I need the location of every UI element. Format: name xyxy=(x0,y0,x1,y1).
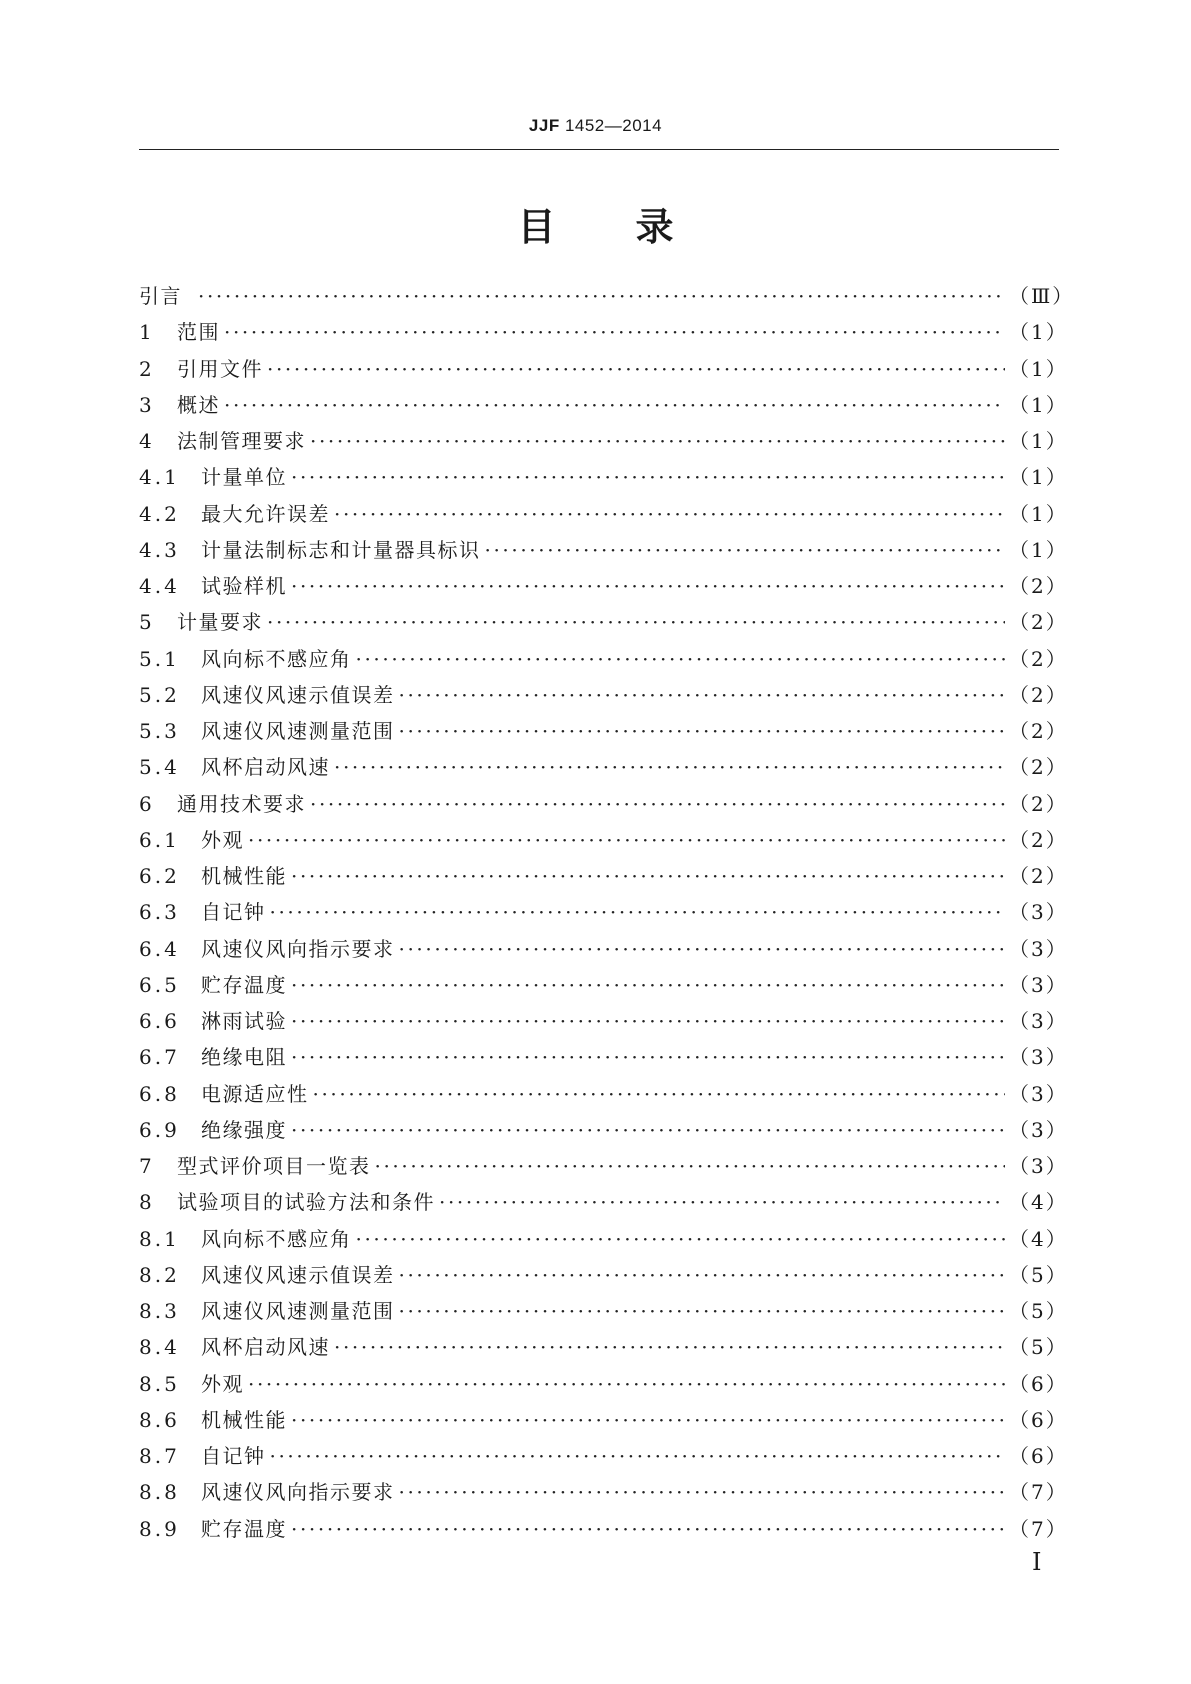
toc-entry-label: 计量单位 xyxy=(201,465,287,490)
toc-entry-label: 贮存温度 xyxy=(201,1516,287,1541)
toc-entry[interactable] xyxy=(139,1293,1068,1329)
toc-leader-dots xyxy=(291,1511,1005,1547)
toc-entry-page: （4） xyxy=(1009,1226,1068,1251)
toc-entry[interactable] xyxy=(139,1003,1068,1039)
toc-entry[interactable] xyxy=(139,749,1068,785)
toc-entry-number: 5.2 xyxy=(139,682,180,707)
toc-entry-number: 8.8 xyxy=(139,1480,180,1505)
toc-entry[interactable] xyxy=(139,1402,1068,1438)
toc-entry-label: 绝缘电阻 xyxy=(201,1045,287,1070)
toc-entry-label: 风速仪风速示值误差 xyxy=(201,1262,395,1287)
standard-code: JJF xyxy=(528,116,560,135)
toc-entry-page: （7） xyxy=(1009,1516,1068,1541)
toc-leader-dots xyxy=(267,351,1005,387)
toc-entry-page: （5） xyxy=(1009,1262,1068,1287)
toc-entry-page: （1） xyxy=(1009,429,1068,454)
toc-entry-page: （5） xyxy=(1009,1299,1068,1324)
table-of-contents xyxy=(139,278,1075,1547)
toc-entry-number: 6.4 xyxy=(139,936,180,961)
toc-entry[interactable] xyxy=(139,931,1068,967)
toc-entry-label: 引言 xyxy=(139,284,182,309)
toc-entry-label: 淋雨试验 xyxy=(201,1009,287,1034)
toc-leader-dots xyxy=(291,568,1005,604)
toc-entry-label: 风杯启动风速 xyxy=(201,755,330,780)
toc-entry-page: （1） xyxy=(1009,320,1068,345)
toc-entry-label: 绝缘强度 xyxy=(201,1117,287,1142)
toc-entry-number: 8.3 xyxy=(139,1299,180,1324)
toc-entry-page: （1） xyxy=(1009,537,1068,562)
toc-entry-label: 风向标不感应角 xyxy=(201,1226,352,1251)
toc-entry-number: 6.6 xyxy=(139,1009,180,1034)
toc-entry-label: 型式评价项目一览表 xyxy=(177,1154,371,1179)
toc-entry-label: 风速仪风速示值误差 xyxy=(201,682,395,707)
toc-entry-page: （2） xyxy=(1009,682,1068,707)
toc-entry-label: 概述 xyxy=(177,392,220,417)
toc-entry-page: （2） xyxy=(1009,755,1068,780)
toc-entry-page: （6） xyxy=(1009,1371,1068,1396)
toc-leader-dots xyxy=(267,604,1005,640)
toc-entry-page: （3） xyxy=(1009,972,1068,997)
toc-leader-dots xyxy=(399,1257,1006,1293)
toc-entry-number: 6.3 xyxy=(139,900,180,925)
toc-entry-number: 8.2 xyxy=(139,1262,180,1287)
toc-entry-label: 风速仪风向指示要求 xyxy=(201,1480,395,1505)
toc-entry-page: （2） xyxy=(1009,574,1068,599)
toc-entry[interactable] xyxy=(139,568,1068,604)
toc-entry-page: （6） xyxy=(1009,1444,1068,1469)
toc-entry[interactable] xyxy=(139,677,1068,713)
toc-entry-number: 1 xyxy=(139,320,155,345)
toc-entry[interactable] xyxy=(139,822,1068,858)
toc-entry-label: 电源适应性 xyxy=(201,1081,309,1106)
toc-leader-dots xyxy=(310,423,1005,459)
toc-entry-number: 6.5 xyxy=(139,972,180,997)
toc-entry-label: 风杯启动风速 xyxy=(201,1335,330,1360)
toc-entry-page: （7） xyxy=(1009,1480,1068,1505)
toc-entry-number: 2 xyxy=(139,356,155,381)
toc-entry-page: （2） xyxy=(1009,864,1068,889)
toc-entry-label: 自记钟 xyxy=(201,1444,266,1469)
running-header xyxy=(0,116,1191,136)
toc-entry[interactable] xyxy=(139,641,1068,677)
toc-leader-dots xyxy=(310,786,1005,822)
toc-entry-page: （1） xyxy=(1009,501,1068,526)
toc-leader-dots xyxy=(291,858,1005,894)
title-char-2: 录 xyxy=(635,205,674,249)
toc-entry-number: 5.3 xyxy=(139,719,180,744)
toc-entry-number: 8.7 xyxy=(139,1444,180,1469)
toc-entry-page: （3） xyxy=(1009,1009,1068,1034)
toc-entry-label: 风速仪风向指示要求 xyxy=(201,936,395,961)
toc-entry-label: 风速仪风速测量范围 xyxy=(201,719,395,744)
toc-leader-dots xyxy=(291,1112,1005,1148)
toc-entry[interactable] xyxy=(139,1076,1068,1112)
page-title xyxy=(0,196,1191,251)
toc-entry-page: （1） xyxy=(1009,392,1068,417)
toc-entry-label: 计量要求 xyxy=(177,610,263,635)
toc-entry-label: 法制管理要求 xyxy=(177,429,306,454)
toc-entry[interactable] xyxy=(139,894,1068,930)
toc-entry[interactable] xyxy=(139,1474,1068,1510)
toc-entry-number: 6.9 xyxy=(139,1117,180,1142)
toc-entry[interactable] xyxy=(139,387,1068,423)
toc-entry-page: （3） xyxy=(1009,1081,1068,1106)
toc-entry-page: （Ⅲ） xyxy=(1009,284,1075,309)
toc-leader-dots xyxy=(313,1076,1006,1112)
toc-leader-dots xyxy=(399,713,1006,749)
toc-entry-number: 4.3 xyxy=(139,537,180,562)
toc-entry-label: 机械性能 xyxy=(201,864,287,889)
toc-entry[interactable] xyxy=(139,858,1068,894)
toc-entry-number: 8.5 xyxy=(139,1371,180,1396)
toc-entry-page: （4） xyxy=(1009,1190,1068,1215)
toc-entry-page: （2） xyxy=(1009,827,1068,852)
toc-leader-dots xyxy=(439,1184,1005,1220)
standard-number: 1452—2014 xyxy=(564,116,663,135)
toc-entry-page: （1） xyxy=(1009,465,1068,490)
toc-entry-page: （3） xyxy=(1009,936,1068,961)
toc-entry-label: 风向标不感应角 xyxy=(201,646,352,671)
toc-entry[interactable] xyxy=(139,1511,1068,1547)
toc-entry-page: （6） xyxy=(1009,1407,1068,1432)
toc-entry-label: 贮存温度 xyxy=(201,972,287,997)
toc-leader-dots xyxy=(375,1148,1006,1184)
toc-leader-dots xyxy=(291,1003,1005,1039)
toc-entry-page: （1） xyxy=(1009,356,1068,381)
toc-entry-label: 自记钟 xyxy=(201,900,266,925)
page-folio: Ⅰ xyxy=(1032,1548,1042,1576)
toc-entry[interactable] xyxy=(139,1438,1068,1474)
toc-entry-number: 3 xyxy=(139,392,155,417)
toc-entry-page: （2） xyxy=(1009,610,1068,635)
toc-entry-number: 4 xyxy=(139,429,155,454)
toc-entry[interactable] xyxy=(139,278,1075,314)
toc-entry-number: 4.1 xyxy=(139,465,180,490)
toc-leader-dots xyxy=(334,749,1005,785)
toc-entry-number: 5.4 xyxy=(139,755,180,780)
toc-entry-number: 6.2 xyxy=(139,864,180,889)
toc-entry-number: 6.1 xyxy=(139,827,180,852)
toc-entry[interactable] xyxy=(139,1221,1068,1257)
title-char-1: 目 xyxy=(517,205,556,249)
toc-leader-dots xyxy=(291,1402,1005,1438)
toc-entry[interactable] xyxy=(139,604,1068,640)
toc-leader-dots xyxy=(356,641,1006,677)
toc-leader-dots xyxy=(224,387,1005,423)
toc-entry[interactable] xyxy=(139,1112,1068,1148)
toc-entry[interactable] xyxy=(139,1366,1068,1402)
toc-leader-dots xyxy=(270,894,1006,930)
toc-entry[interactable] xyxy=(139,423,1068,459)
toc-entry-page: （3） xyxy=(1009,1117,1068,1142)
toc-entry[interactable] xyxy=(139,713,1068,749)
header-rule xyxy=(139,149,1059,150)
toc-entry[interactable] xyxy=(139,967,1068,1003)
toc-leader-dots xyxy=(291,1039,1005,1075)
toc-entry-number: 8.1 xyxy=(139,1226,180,1251)
toc-entry-number: 8.9 xyxy=(139,1516,180,1541)
toc-leader-dots xyxy=(291,459,1005,495)
toc-leader-dots xyxy=(248,1366,1005,1402)
toc-entry-number: 8 xyxy=(139,1190,155,1215)
toc-entry-label: 试验项目的试验方法和条件 xyxy=(177,1190,435,1215)
toc-entry-label: 外观 xyxy=(201,827,244,852)
toc-entry-label: 试验样机 xyxy=(201,574,287,599)
toc-entry-label: 计量法制标志和计量器具标识 xyxy=(201,537,481,562)
toc-entry[interactable] xyxy=(139,351,1068,387)
toc-entry[interactable] xyxy=(139,459,1068,495)
toc-leader-dots xyxy=(399,931,1006,967)
toc-entry[interactable] xyxy=(139,786,1068,822)
toc-entry-page: （3） xyxy=(1009,900,1068,925)
toc-leader-dots xyxy=(334,496,1005,532)
toc-entry[interactable] xyxy=(139,1148,1068,1184)
toc-leader-dots xyxy=(270,1438,1006,1474)
toc-leader-dots xyxy=(248,822,1005,858)
toc-entry[interactable] xyxy=(139,1039,1068,1075)
toc-entry-page: （5） xyxy=(1009,1335,1068,1360)
toc-entry-number: 8.6 xyxy=(139,1407,180,1432)
toc-entry-number: 6.7 xyxy=(139,1045,180,1070)
toc-leader-dots xyxy=(291,967,1005,1003)
toc-entry-label: 机械性能 xyxy=(201,1407,287,1432)
toc-leader-dots xyxy=(224,314,1005,350)
toc-leader-dots xyxy=(485,532,1006,568)
toc-entry-label: 范围 xyxy=(177,320,220,345)
toc-entry-label: 外观 xyxy=(201,1371,244,1396)
toc-leader-dots xyxy=(334,1329,1005,1365)
toc-entry[interactable] xyxy=(139,1257,1068,1293)
toc-entry[interactable] xyxy=(139,1184,1068,1220)
toc-entry-page: （2） xyxy=(1009,646,1068,671)
toc-entry-number: 4.4 xyxy=(139,574,180,599)
toc-entry-number: 4.2 xyxy=(139,501,180,526)
toc-entry-label: 引用文件 xyxy=(177,356,263,381)
toc-entry-number: 5 xyxy=(139,610,155,635)
toc-entry[interactable] xyxy=(139,314,1068,350)
toc-entry-number: 5.1 xyxy=(139,646,180,671)
toc-entry-label: 风速仪风速测量范围 xyxy=(201,1299,395,1324)
toc-entry[interactable] xyxy=(139,496,1068,532)
toc-leader-dots xyxy=(198,278,1005,314)
toc-entry-number: 8.4 xyxy=(139,1335,180,1360)
toc-entry-label: 最大允许误差 xyxy=(201,501,330,526)
toc-entry-number: 6.8 xyxy=(139,1081,180,1106)
toc-leader-dots xyxy=(399,1474,1006,1510)
toc-entry[interactable] xyxy=(139,1329,1068,1365)
toc-entry-number: 7 xyxy=(139,1154,155,1179)
toc-entry-label: 通用技术要求 xyxy=(177,791,306,816)
toc-entry[interactable] xyxy=(139,532,1068,568)
toc-entry-page: （2） xyxy=(1009,719,1068,744)
toc-entry-page: （3） xyxy=(1009,1154,1068,1179)
toc-leader-dots xyxy=(399,1293,1006,1329)
toc-entry-number: 6 xyxy=(139,791,155,816)
toc-entry-page: （2） xyxy=(1009,791,1068,816)
toc-leader-dots xyxy=(356,1221,1006,1257)
toc-leader-dots xyxy=(399,677,1006,713)
toc-entry-page: （3） xyxy=(1009,1045,1068,1070)
